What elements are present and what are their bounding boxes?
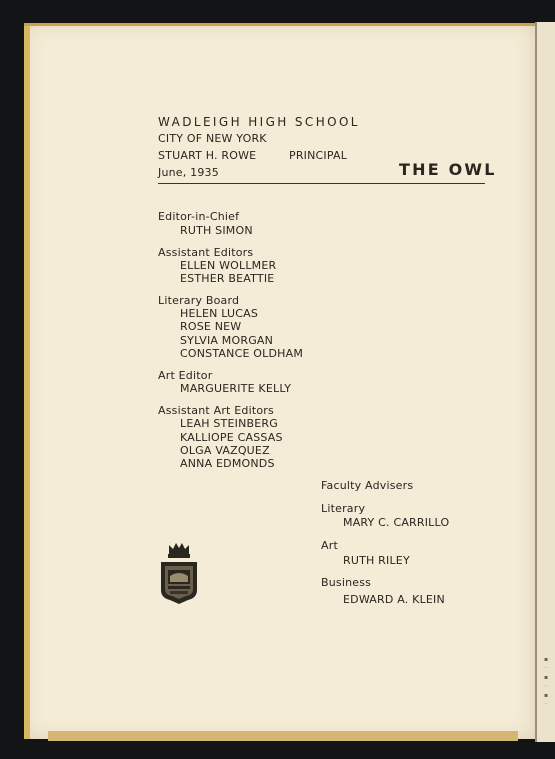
staff-name: ANNA EDMONDS (180, 457, 275, 470)
staff-name: SYLVIA MORGAN (180, 334, 274, 347)
staff-role: Art Editor (158, 369, 213, 382)
city-line: CITY OF NEW YORK (158, 132, 267, 145)
principal-name: STUART H. ROWE (158, 149, 257, 162)
faculty-role: Business (321, 576, 372, 589)
staff-name: OLGA VAZQUEZ (180, 444, 270, 457)
school-crest-icon (158, 540, 200, 606)
staff-name: RUTH SIMON (180, 224, 253, 237)
staff-role: Literary Board (158, 294, 240, 307)
page-edge (24, 23, 30, 739)
staff-name: KALLIOPE CASSAS (180, 431, 283, 444)
staff-name: LEAH STEINBERG (180, 417, 278, 430)
staff-name: ESTHER BEATTIE (180, 272, 275, 285)
principal-title: PRINCIPAL (289, 149, 348, 162)
next-page-edge (537, 22, 555, 742)
faculty-heading: Faculty Advisers (321, 479, 414, 492)
page (24, 23, 535, 739)
page-edge-bottom (48, 731, 518, 741)
faculty-role: Literary (321, 502, 366, 515)
issue-date: June, 1935 (158, 166, 219, 179)
staff-name: ROSE NEW (180, 320, 242, 333)
staff-name: MARGUERITE KELLY (180, 382, 292, 395)
staff-role: Assistant Art Editors (158, 404, 274, 417)
publication-title: THE OWL (399, 160, 497, 179)
faculty-role: Art (321, 539, 338, 552)
staff-role: Assistant Editors (158, 246, 254, 259)
next-page-margin-marks: ▪ · ▪ · ▪ · (543, 656, 549, 708)
staff-name: ELLEN WOLLMER (180, 259, 277, 272)
staff-role: Editor-in-Chief (158, 210, 240, 223)
school-name: WADLEIGH HIGH SCHOOL (158, 115, 360, 129)
page-edge-top (24, 23, 535, 26)
faculty-name: MARY C. CARRILLO (343, 516, 450, 529)
faculty-name: RUTH RILEY (343, 554, 410, 567)
header-rule (158, 183, 485, 184)
staff-name: HELEN LUCAS (180, 307, 259, 320)
staff-name: CONSTANCE OLDHAM (180, 347, 304, 360)
faculty-name: EDWARD A. KLEIN (343, 593, 445, 606)
